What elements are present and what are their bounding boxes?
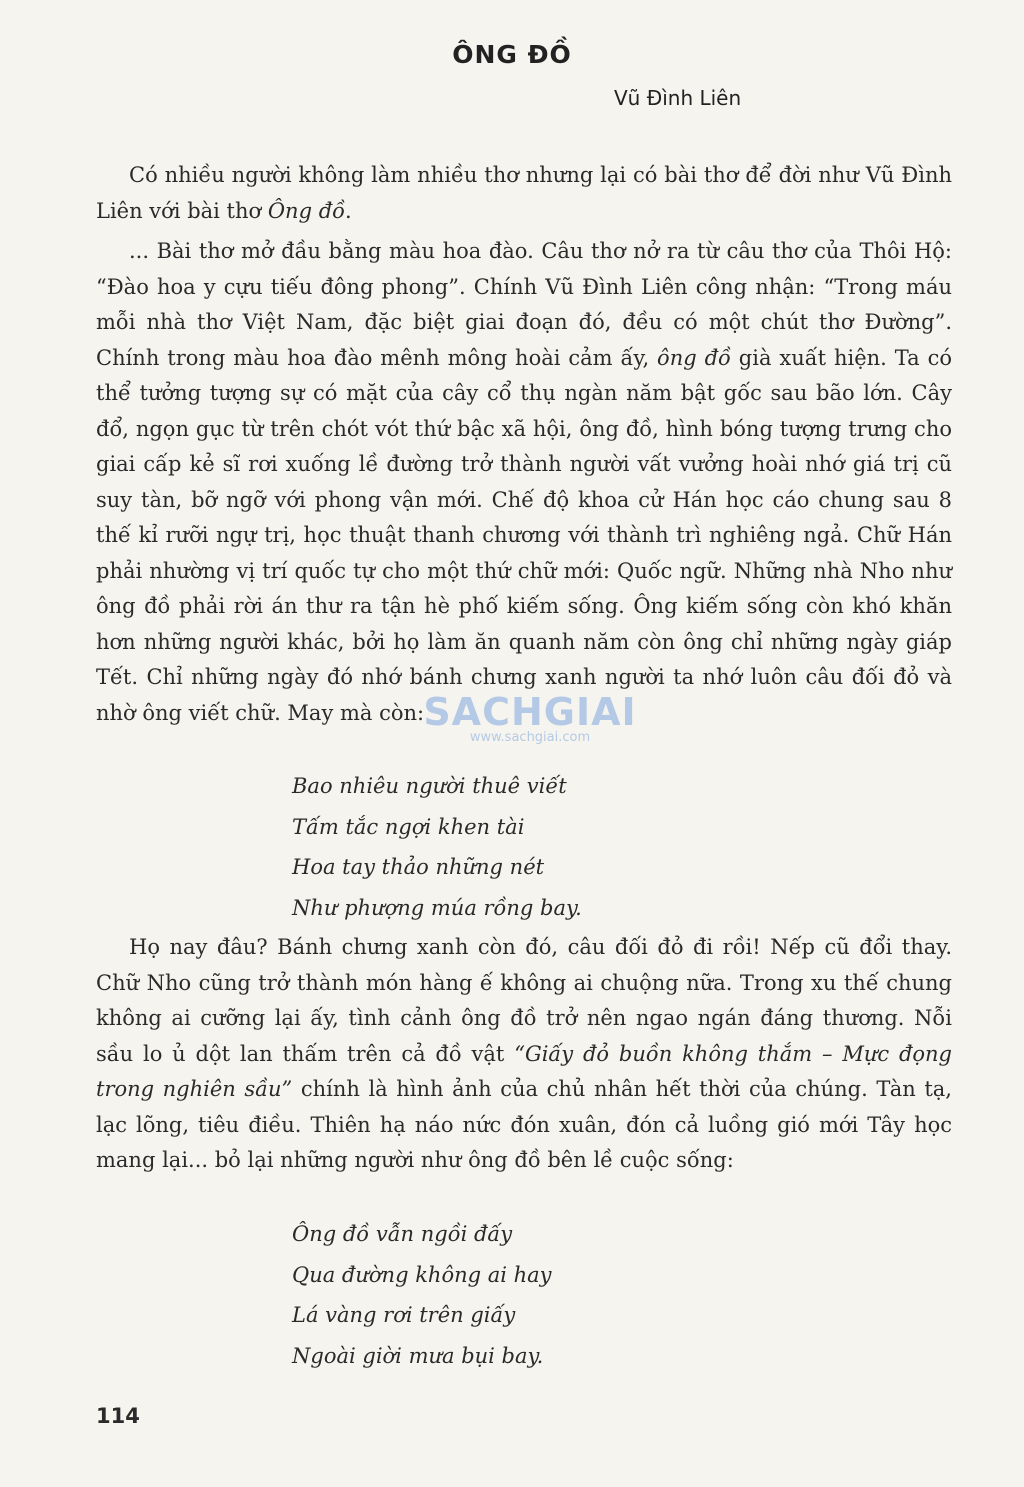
verse-block-1 [292,766,582,928]
paragraph-3 [96,930,952,1179]
verse-line: Ông đồ vẫn ngồi đấy [292,1222,513,1246]
paragraph-2-italic: ông đồ [657,345,731,370]
author-name: Vũ Đình Liên [614,86,742,110]
paragraph-2-part-2: già xuất hiện. Ta có thể tưởng tượng sự có mặt của cây cổ thụ ngàn năm bật gốc sau bão lớn. Cây đổ, ngọn gục từ trên chót vót thứ bậc xã hội, ông đồ, hình bóng tượng trưng cho giai cấp kẻ sĩ rơi xuống lề đường trở thành người vất vưởng hoài nhớ giá trị cũ suy tàn, bỡ ngỡ với phong vận mới. Chế độ khoa cử Hán học cáo chung sau 8 thế kỉ rưỡi ngự trị, học thuật thanh chương với thành trì nghiêng ngả. Chữ Hán phải nhường vị trí quốc tự cho một thứ chữ mới: Quốc ngữ. Những nhà Nho như ông đồ phải rời án thư ra tận hè phố kiếm sống. Ông kiếm sống còn khó khăn hơn những người khác, bởi họ làm ăn quanh năm còn ông chỉ những ngày giáp Tết. Chỉ những ngày đó nhớ bánh chưng xanh người ta nhớ luôn câu đối đỏ và nhờ ông viết chữ. May mà còn: [96,345,953,725]
poem-title-ref: Ông đồ [267,198,345,223]
verse-line: Hoa tay thảo những nét [292,855,545,879]
paragraph-3-part-2: chính là hình ảnh của chủ nhân hết thời của chúng. Tàn tạ, lạc lõng, tiêu điều. Thiên hạ náo nức đón xuân, đón cả luồng gió mới Tây học mang lại... bỏ lại những người như ông đồ bên lề cuộc sống: [96,1077,952,1172]
page-number: 114 [96,1404,140,1428]
verse-line: Bao nhiêu người thuê viết [292,774,567,798]
paragraph-1 [96,158,952,229]
verse-line: Như phượng múa rồng bay. [292,895,582,920]
verse-line: Lá vàng rơi trên giấy [292,1303,516,1327]
paragraph-2-part-1: ... Bài thơ mở đầu bằng màu hoa đào. Câu thơ nở ra từ câu thơ của Thôi Hộ: “Đào hoa y cựu tiếu đông phong”. Chính Vũ Đình Liên công nhận: “Trong máu mỗi nhà thơ Việt Nam, đặc biệt giai đoạn đó, đều có một chút thơ Đường”. Chính trong màu hoa đào mênh mông hoài cảm ấy, [96,239,952,370]
verse-line: Qua đường không ai hay [292,1262,552,1287]
watermark-logo: SACHGIAI [423,690,637,734]
verse-line: Ngoài giời mưa bụi bay. [292,1343,544,1368]
paragraph-2-text [96,234,952,731]
paragraph-1-text [96,158,952,229]
paragraph-3-italic-quote: “Giấy đỏ buồn không thắm – Mực đọng trong nghiên sầu” [96,1041,952,1101]
paragraph-1-lead: Có nhiều người không làm nhiều thơ nhưng lại có bài thơ để đời như Vũ Đình Liên với bài thơ [96,163,952,223]
verse-line: Tấm tắc ngợi khen tài [292,814,525,839]
watermark-url: www.sachgiai.com [469,730,591,745]
page-title: ÔNG ĐỒ [452,40,572,69]
verse-block-2 [292,1214,552,1376]
paragraph-1-tail: . [344,198,352,223]
paragraph-2 [96,234,952,731]
paragraph-3-text [96,930,952,1179]
paragraph-3-part-1: Họ nay đâu? Bánh chưng xanh còn đó, câu đối đỏ đi rồi! Nếp cũ đổi thay. Chữ Nho cũng trở thành món hàng ế không ai chuộng nữa. Trong xu thế chung không ai cưỡng lại ấy, tình cảnh ông đồ trở nên ngao ngán đáng thương. Nỗi sầu lo ủ dột lan thấm trên cả đồ vật [96,935,952,1066]
